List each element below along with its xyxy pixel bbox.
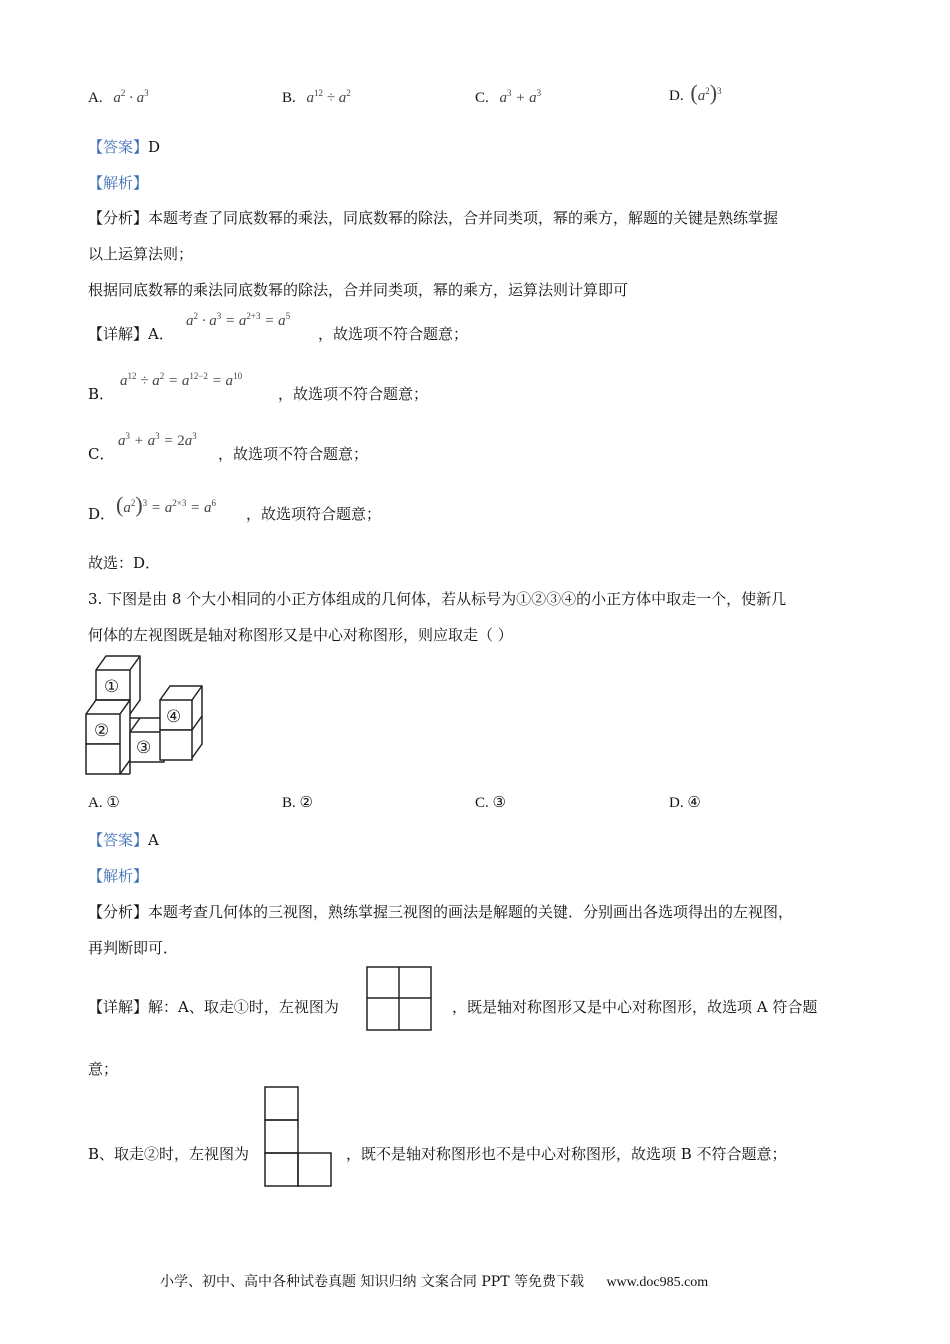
q2-detail-c-tail: ，故选项不符合题意；: [218, 445, 369, 463]
q2-option-d: [669, 80, 722, 106]
option-expr: $a^2 \cdot a^3$: [113, 88, 149, 106]
left-view-b-figure: [264, 1086, 332, 1188]
q3-option-d: D. ④: [669, 795, 701, 811]
q3-option-b: B. ②: [282, 795, 313, 811]
option-expr: $a^{12} \div a^2$: [306, 88, 351, 106]
q2-analysis-line3: 根据同底数幂的乘法同底数幂的除法，合并同类项，幂的乘方，运算法则计算即可: [88, 281, 629, 299]
answer-tag: 【答案】: [88, 138, 149, 156]
option-label: C.: [475, 90, 489, 106]
cube-label-2: ②: [94, 721, 110, 741]
answer-value: A: [148, 831, 159, 849]
q2-option-a: [88, 88, 149, 107]
cube-label-1: ①: [104, 677, 120, 697]
q3-detail-a-after: ，既是轴对称图形又是中心对称图形，故选项 A 符合题: [452, 998, 818, 1016]
q2-detail-d-expr: $(a^2)^3 = a^{2\times 3} = a^6$: [116, 492, 216, 517]
q2-detail-c-label: C．: [88, 445, 115, 463]
detail-prefix: 【详解】: [88, 998, 149, 1016]
q3-detail-b-text: B、取走②时，左视图为: [88, 1145, 250, 1163]
q2-detail-a-expr: $a^2 \cdot a^3 = a^{2+3} = a^5$: [186, 311, 291, 329]
q2-detail-c-expr: $a^3 + a^3 = 2a^3$: [118, 431, 197, 449]
analysis-prefix: 【分析】: [88, 903, 149, 921]
q2-detail-b-expr: $a^{12} \div a^2 = a^{12-2} = a^{10}$: [120, 371, 243, 389]
analysis-prefix: 【分析】: [88, 209, 149, 227]
q2-detail-b-tail: ，故选项不符合题意；: [278, 385, 429, 403]
q2-analysis-line2: 以上运算法则；: [88, 245, 194, 263]
cube-label-4: ④: [166, 707, 182, 727]
q2-analysis-tag: 【解析】: [88, 174, 149, 192]
footer: [160, 1271, 708, 1291]
analysis-text: 本题考查了同底数幂的乘法，同底数幂的除法，合并同类项，幂的乘方，解题的关键是熟练掌握: [148, 209, 779, 227]
q3-answer: [88, 829, 159, 850]
cube-stack-figure: [84, 652, 208, 778]
detail-text: 解：A、取走①时，左视图为: [148, 998, 339, 1016]
q3-detail-b-after: ，既不是轴对称图形也不是中心对称图形，故选项 B 不符合题意；: [346, 1145, 787, 1163]
option-expr: $a^3 + a^3$: [499, 88, 542, 106]
left-view-a-figure: [366, 966, 432, 1032]
q2-conclusion: 故选：D．: [88, 554, 161, 572]
detail-label: A．: [148, 325, 174, 343]
q2-option-c: [475, 88, 541, 107]
option-label: A.: [88, 90, 103, 106]
q3-stem-line1: 3. 下图是由 8 个大小相同的小正方体组成的几何体，若从标号为①②③④的小正方体中取走一个，使新几: [88, 590, 787, 608]
option-expr: $(a^2)^3$: [690, 80, 722, 105]
q2-analysis-line1: [88, 207, 778, 228]
q3-detail-a-wrap: 意；: [88, 1060, 119, 1078]
q2-detail-a-tail: ，故选项不符合题意；: [318, 325, 469, 343]
option-label: B.: [282, 90, 296, 106]
q2-detail-a: [88, 323, 174, 344]
q3-analysis-line2: 再判断即可．: [88, 939, 179, 957]
q2-detail-d-tail: ，故选项符合题意；: [246, 505, 382, 523]
answer-tag: 【答案】: [88, 831, 149, 849]
answer-value: D: [148, 138, 161, 156]
analysis-text: 本题考查几何体的三视图，熟练掌握三视图的画法是解题的关键．分别画出各选项得出的左视图，: [148, 903, 794, 921]
q3-analysis-line1: [88, 901, 793, 922]
q3-analysis-tag: 【解析】: [88, 867, 149, 885]
q2-detail-b-label: B．: [88, 385, 115, 403]
q3-detail-a-text: [88, 996, 339, 1017]
q3-option-a: A. ①: [88, 795, 120, 811]
q3-option-c: C. ③: [475, 795, 506, 811]
footer-text: 小学、初中、高中各种试卷真题 知识归纳 文案合同 PPT 等免费下载: [160, 1274, 584, 1290]
cube-label-3: ③: [136, 738, 152, 758]
q2-detail-d-label: D．: [88, 505, 116, 523]
option-label: D.: [669, 88, 684, 104]
q2-option-b: [282, 88, 351, 107]
footer-url[interactable]: www.doc985.com: [606, 1275, 709, 1290]
q2-answer: [88, 136, 160, 157]
detail-prefix: 【详解】: [88, 325, 149, 343]
q3-stem-line2: 何体的左视图既是轴对称图形又是中心对称图形，则应取走（ ）: [88, 626, 513, 644]
